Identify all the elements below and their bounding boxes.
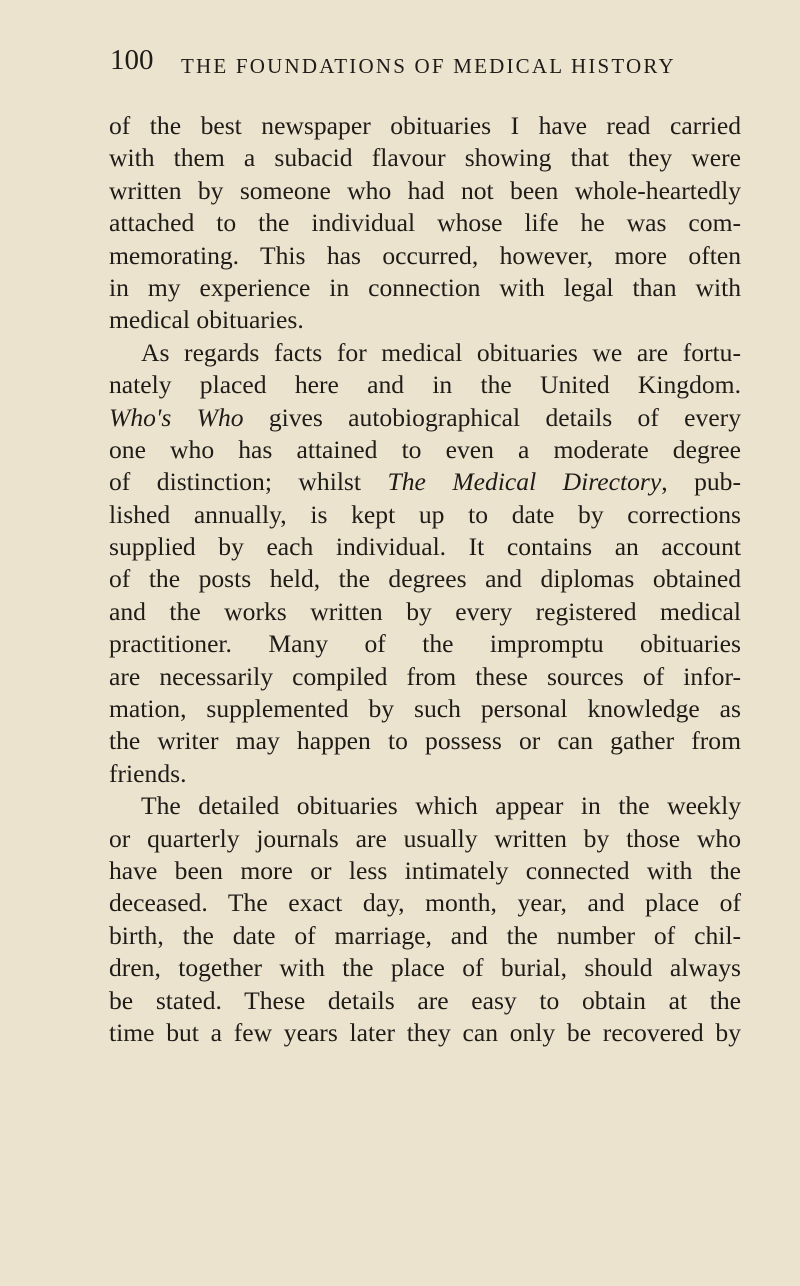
text-line — [109, 402, 741, 434]
text-run: , pub- — [661, 467, 741, 497]
page-number: 100 — [110, 44, 154, 76]
text-line: the writer may happen to possess or can gather from — [109, 726, 741, 756]
running-head: THE FOUNDATIONS OF MEDICAL HISTORY — [181, 54, 676, 78]
text-line: medical obituaries. — [109, 305, 304, 335]
text-line: or quarterly journals are usually written by those who — [109, 823, 741, 853]
text-line — [109, 466, 741, 498]
text-line: have been more or less intimately connected with the — [109, 855, 741, 885]
text-line: with them a subacid flavour showing that they were — [109, 143, 741, 173]
text-line: one who has attained to even a moderate degree — [109, 434, 741, 464]
text-line: be stated. These details are easy to obtain at the — [109, 985, 741, 1015]
book-title-whos-who: Who's Who — [109, 402, 244, 432]
text-line: deceased. The exact day, month, year, and place of — [109, 888, 741, 918]
text-run: of distinction; whilst — [109, 467, 388, 497]
text-line: of the best newspaper obituaries I have read carried — [109, 111, 741, 140]
text-line: mation, supplemented by such personal knowledge as — [109, 694, 741, 724]
page-header — [110, 44, 750, 94]
text-line: friends. — [109, 758, 187, 788]
text-line: are necessarily compiled from these sources of infor- — [109, 661, 741, 691]
text-line: lished annually, is kept up to date by corrections — [109, 499, 741, 529]
text-line: The detailed obituaries which appear in the weekly — [141, 791, 741, 821]
text-run: gives autobiographical details of every — [243, 402, 741, 432]
text-line: in my experience in connection with legal than with — [109, 272, 741, 302]
book-title-medical-directory: The Medical Directory — [387, 467, 662, 497]
text-line: memorating. This has occurred, however, more often — [109, 240, 741, 270]
paragraph — [109, 790, 741, 1049]
text-line: of the posts held, the degrees and diplomas obtained — [109, 564, 741, 594]
text-line: practitioner. Many of the impromptu obituaries — [109, 629, 741, 659]
text-line: nately placed here and in the United Kingdom. — [109, 370, 741, 400]
text-line: supplied by each individual. It contains an account — [109, 532, 741, 562]
text-line: birth, the date of marriage, and the number of chil- — [109, 920, 741, 950]
text-line: written by someone who had not been whole-heartedly — [109, 175, 741, 205]
paragraph — [109, 110, 741, 337]
body-text — [109, 110, 741, 1049]
text-line: attached to the individual whose life he was com- — [109, 208, 741, 238]
paragraph — [109, 337, 741, 790]
text-line: and the works written by every registered medical — [109, 596, 741, 626]
text-line: time but a few years later they can only be recovered by — [109, 1017, 741, 1047]
text-line: As regards facts for medical obituaries we are fortu- — [141, 337, 741, 367]
text-line: dren, together with the place of burial, should always — [109, 953, 741, 983]
